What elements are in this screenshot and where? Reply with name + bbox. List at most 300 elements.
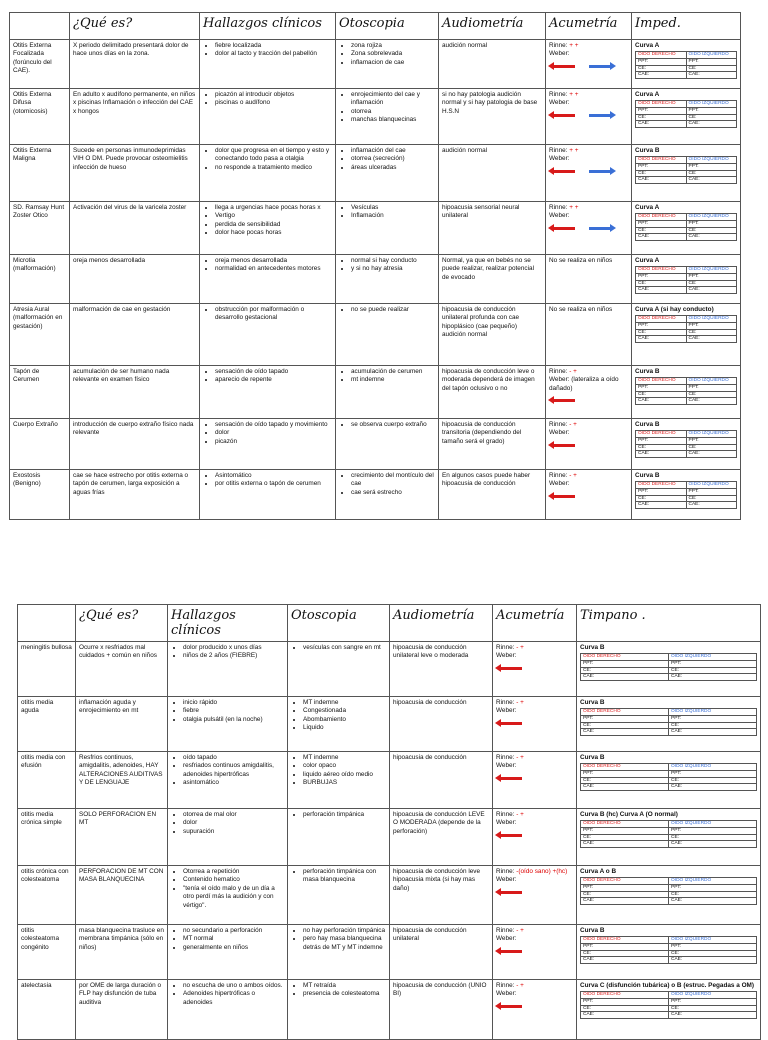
curva-label: Curva C (disfunción tubárica) o B (estruc. Pegadas a OM) <box>580 982 754 989</box>
tympanogram-cell: OIDO IZQUIERDO <box>686 157 737 164</box>
weber-label: Weber: <box>549 480 570 488</box>
hallazgos-cell <box>200 366 336 419</box>
tympanogram-cell: OIDO IZQUIERDO <box>686 431 737 438</box>
tympanogram-cell: OIDO DERECHO <box>581 992 669 999</box>
tympanogram-cell: CAE: <box>686 336 737 343</box>
weber-label: Weber: <box>496 990 517 998</box>
list-item: • MT retraída <box>303 982 386 990</box>
list-item: • y si no hay atresia <box>351 265 435 273</box>
hallazgos-cell <box>168 925 288 980</box>
curva-label: Curva A <box>635 42 660 49</box>
tympanogram-cell: PPT: <box>581 999 669 1006</box>
table-row <box>18 752 761 809</box>
tympanogram-row <box>581 654 757 661</box>
list-item: • Inflamación <box>351 212 435 220</box>
list-item: • Adenoides hipertróficas o adenoides <box>183 990 284 1007</box>
list-item: • acumulación de cerumen <box>351 368 435 376</box>
tympanogram-cell: OIDO DERECHO <box>581 764 669 771</box>
table-row <box>18 980 761 1040</box>
rinne-sign: - + <box>516 754 524 761</box>
tympanogram-cell: CAE: <box>581 957 669 964</box>
table-row <box>10 366 741 419</box>
rinne-sign: -(oído sano) +(hc) <box>516 868 568 875</box>
tympanogram-cell: PPT: <box>669 828 757 835</box>
tympanogram-cell: OIDO IZQUIERDO <box>669 709 757 716</box>
tympanogram-cell: PPT: <box>686 108 737 115</box>
tympanogram-row <box>636 101 737 108</box>
weber-arrows <box>549 170 628 180</box>
tympanogram-cell: PPT: <box>669 771 757 778</box>
list-item: • oreja menos desarrollada <box>215 257 332 265</box>
acumetria-cell <box>493 925 577 980</box>
rinne-sign: - + <box>569 368 577 375</box>
rinne-label: Rinne: <box>549 147 570 154</box>
tympanogram-cell: PPT: <box>636 164 687 171</box>
rinne-label: Rinne: <box>549 368 570 375</box>
list-item: • "tenía el oído malo y de un día a otro perdí más la audición y con vértigo". <box>183 885 284 910</box>
list-item: • Congestionada <box>303 707 386 715</box>
tympanogram-cell: CAE: <box>581 841 669 848</box>
rinne-line <box>496 699 573 707</box>
weber-label: Weber: <box>549 212 570 220</box>
tympanogram-cell: CE: <box>669 1005 757 1012</box>
tympanogram-cell: CE: <box>636 495 687 502</box>
tympanogram-cell: CE: <box>669 891 757 898</box>
rinne-line <box>549 306 628 314</box>
list-item: • otorrea (secreción) <box>351 155 435 163</box>
hallazgos-cell <box>200 202 336 255</box>
hallazgos-cell <box>200 89 336 145</box>
impedancia-cell <box>577 866 761 925</box>
arrow-left-icon <box>553 65 575 68</box>
tympanogram-row <box>581 885 757 892</box>
tympanogram-row <box>636 274 737 281</box>
weber-arrows <box>549 444 628 454</box>
tympanogram-row <box>636 164 737 171</box>
tympanogram-row <box>636 214 737 221</box>
otoscopia-cell <box>336 40 439 89</box>
weber-label: Weber: <box>496 876 517 884</box>
table-row <box>18 642 761 697</box>
tympanogram-cell: PPT: <box>581 944 669 951</box>
tympanogram-row <box>636 329 737 336</box>
tympanogram-grid <box>580 936 757 963</box>
hallazgos-cell <box>200 419 336 470</box>
tympanogram-row <box>636 489 737 496</box>
weber-label: Weber: (lateraliza a oído dañado) <box>549 376 619 392</box>
tympanogram-cell: PPT: <box>669 661 757 668</box>
tympanogram-cell: OIDO DERECHO <box>636 316 687 323</box>
otoscopia-list <box>291 927 386 952</box>
condition-name: otitis media crónica simple <box>18 809 76 866</box>
weber-label: Weber: <box>549 155 570 163</box>
tympanogram-row <box>581 841 757 848</box>
weber-arrows <box>549 65 628 75</box>
tympanogram-cell: PPT: <box>686 274 737 281</box>
tympanogram-cell: OIDO DERECHO <box>636 431 687 438</box>
acumetria-cell <box>493 697 577 752</box>
audiometria-cell: audición normal <box>439 145 546 202</box>
otoscopia-cell <box>288 866 390 925</box>
acumetria-cell <box>546 255 632 304</box>
rinne-sign: + + <box>569 204 579 211</box>
tympanogram-row <box>581 878 757 885</box>
tympanogram-row <box>581 716 757 723</box>
tympanogram-cell: OIDO DERECHO <box>636 101 687 108</box>
rinne-line <box>549 42 628 50</box>
rinne-sign: - + <box>516 699 524 706</box>
list-item: • presencia de colesteatoma <box>303 990 386 998</box>
weber-label: Weber: <box>496 819 517 827</box>
otoscopia-cell <box>336 145 439 202</box>
list-item: • niños de 2 años (FIEBRE) <box>183 652 284 660</box>
otoscopia-list <box>291 811 386 819</box>
tympanogram-grid <box>580 991 757 1018</box>
tympanogram-row <box>636 221 737 228</box>
acumetria-cell <box>546 89 632 145</box>
tympanogram-row <box>636 121 737 128</box>
impedancia-cell <box>577 697 761 752</box>
tympanogram-cell: PPT: <box>686 385 737 392</box>
tympanogram-cell: OIDO IZQUIERDO <box>686 52 737 59</box>
arrow-left-icon <box>500 891 522 894</box>
tympanogram-cell: CAE: <box>636 121 687 128</box>
tympanogram-cell: OIDO IZQUIERDO <box>686 267 737 274</box>
hallazgos-cell <box>200 304 336 366</box>
tympanogram-row <box>636 316 737 323</box>
column-header: Otoscopia <box>336 13 439 40</box>
otoscopia-cell <box>288 642 390 697</box>
tympanogram-cell: CAE: <box>686 234 737 241</box>
tympanogram-grid <box>580 653 757 680</box>
tympanogram-cell: OIDO DERECHO <box>581 709 669 716</box>
curva-label: Curva B <box>580 644 605 651</box>
rinne-sign: - + <box>569 421 577 428</box>
tympanogram-cell: PPT: <box>581 661 669 668</box>
tympanogram-cell: CE: <box>686 495 737 502</box>
otoscopia-list <box>339 421 435 429</box>
list-item: • Contenido hematico <box>183 876 284 884</box>
arrow-right-icon <box>589 114 611 117</box>
tympanogram-cell: CE: <box>581 777 669 784</box>
table-row <box>10 255 741 304</box>
column-header: Audiometría <box>439 13 546 40</box>
list-item: • Liquido <box>303 724 386 732</box>
list-item: • asintomático <box>183 779 284 787</box>
hallazgos-cell <box>168 866 288 925</box>
tympanogram-cell: CE: <box>636 170 687 177</box>
list-item: • fiebre <box>183 707 284 715</box>
column-header <box>18 605 76 642</box>
column-header: Hallazgos clínicos <box>200 13 336 40</box>
arrow-left-icon <box>500 667 522 670</box>
list-item: • dolor <box>183 819 284 827</box>
acumetria-cell <box>493 752 577 809</box>
audiometria-cell: hipoacusia de conducción <box>390 697 493 752</box>
audiometria-cell: hipoacusia de conducción unilateral leve o moderada <box>390 642 493 697</box>
tympanogram-row <box>636 280 737 287</box>
list-item: • dolor hace pocas horas <box>215 229 332 237</box>
rinne-label: No se realiza en niños <box>549 257 613 264</box>
tympanogram-row <box>636 385 737 392</box>
acumetria-cell <box>546 40 632 89</box>
tympanogram-cell: OIDO DERECHO <box>636 214 687 221</box>
otoscopia-cell <box>336 304 439 366</box>
arrow-left-icon <box>553 170 575 173</box>
list-item: • Abombamiento <box>303 716 386 724</box>
tympanogram-cell: CE: <box>636 329 687 336</box>
column-header: Audiometría <box>390 605 493 642</box>
tympanogram-cell: PPT: <box>636 385 687 392</box>
hallazgos-cell <box>168 752 288 809</box>
otoscopia-cell <box>288 809 390 866</box>
list-item: • crecimiento del montículo del cae <box>351 472 435 489</box>
acumetria-cell <box>493 809 577 866</box>
hallazgos-list <box>203 91 332 108</box>
list-item: • picazón al introducir objetos <box>215 91 332 99</box>
list-item: • enrojecimiento del cae y inflamación <box>351 91 435 108</box>
hallazgos-cell <box>200 470 336 520</box>
tympanogram-cell: CAE: <box>669 898 757 905</box>
tympanogram-cell: CAE: <box>669 674 757 681</box>
tympanogram-cell: CE: <box>581 891 669 898</box>
tympanogram-cell: OIDO IZQUIERDO <box>669 992 757 999</box>
list-item: • supuración <box>183 828 284 836</box>
curva-label: Curva B <box>580 699 605 706</box>
curva-label: Curva B <box>635 147 660 154</box>
rinne-label: No se realiza en niños <box>549 306 613 313</box>
acumetria-cell <box>493 642 577 697</box>
tympanogram-cell: CE: <box>669 950 757 957</box>
acumetria-cell <box>493 980 577 1040</box>
hallazgos-list <box>203 306 332 323</box>
list-item: • pero hay masa blanquecina detrás de MT y MT indemne <box>303 935 386 952</box>
curva-label: Curva A o B <box>580 868 617 875</box>
curva-label: Curva B (hc) Curva A (O normal) <box>580 811 678 818</box>
table-row <box>18 866 761 925</box>
list-item: • normalidad en antecedentes motores <box>215 265 332 273</box>
que-es-cell: Ocurre x resfriados mal cuidados + común en niños <box>76 642 168 697</box>
otoscopia-list <box>291 982 386 999</box>
tympanogram-cell: CE: <box>636 114 687 121</box>
tympanogram-row <box>636 227 737 234</box>
list-item: • no secundario a perforación <box>183 927 284 935</box>
tympanogram-cell: PPT: <box>669 999 757 1006</box>
audiometria-cell: Normal, ya que en bebés no se puede realizar, realizar potencial de evocado <box>439 255 546 304</box>
arrow-left-icon <box>500 722 522 725</box>
tympanogram-cell: PPT: <box>686 323 737 330</box>
rinne-line <box>549 257 628 265</box>
tympanogram-cell: CAE: <box>636 336 687 343</box>
tympanogram-cell: OIDO DERECHO <box>581 821 669 828</box>
tympanogram-cell: OIDO IZQUIERDO <box>686 214 737 221</box>
impedancia-cell <box>632 470 741 520</box>
list-item: • dolor <box>215 429 332 437</box>
curva-label: Curva B <box>635 368 660 375</box>
condition-name: Otitis Externa Focalizada (forúnculo del CAE). <box>10 40 70 89</box>
audiometria-cell: hipoacusia de conducción transitoria (dependiendo del tamaño será el grado) <box>439 419 546 470</box>
impedancia-cell <box>632 419 741 470</box>
table-row <box>10 470 741 520</box>
tympanogram-cell: CAE: <box>636 177 687 184</box>
rinne-line <box>549 368 628 376</box>
tympanogram-cell: OIDO DERECHO <box>636 267 687 274</box>
otoscopia-list <box>339 472 435 497</box>
rinne-sign: + + <box>569 42 579 49</box>
tympanogram-cell: OIDO IZQUIERDO <box>669 937 757 944</box>
tympanogram-row <box>636 108 737 115</box>
weber-label: Weber: <box>549 429 570 437</box>
list-item: • no se puede realizar <box>351 306 435 314</box>
curva-label: Curva A <box>635 91 660 98</box>
tympanogram-grid <box>580 820 757 847</box>
list-item: • sensación de oído tapado y movimiento <box>215 421 332 429</box>
list-item: • MT indemne <box>303 754 386 762</box>
weber-arrows <box>496 891 573 901</box>
rinne-label: Rinne: <box>496 644 517 651</box>
list-item: • picazón <box>215 438 332 446</box>
table-row <box>10 145 741 202</box>
weber-arrows <box>496 1005 573 1015</box>
condition-name: otitis crónica con colesteatoma <box>18 866 76 925</box>
column-header <box>10 13 70 40</box>
tympanogram-row <box>581 834 757 841</box>
tympanogram-cell: CE: <box>686 65 737 72</box>
audiometria-cell: hipoacusia de conducción unilateral profunda con cae hipoplásico (cae pequeño) audición normal <box>439 304 546 366</box>
tympanogram-cell: OIDO IZQUIERDO <box>686 316 737 323</box>
tympanogram-cell: PPT: <box>581 716 669 723</box>
hallazgos-list <box>203 368 332 385</box>
acumetria-cell <box>546 366 632 419</box>
tympanogram-cell: CAE: <box>636 451 687 458</box>
weber-arrows <box>549 227 628 237</box>
tympanogram-row <box>636 398 737 405</box>
hallazgos-list <box>203 147 332 172</box>
condition-name: meningitis bullosa <box>18 642 76 697</box>
column-header: Hallazgos clínicos <box>168 605 288 642</box>
list-item: • perdida de sensibilidad <box>215 221 332 229</box>
tympanogram-row <box>636 177 737 184</box>
tympanogram-row <box>636 431 737 438</box>
impedancia-cell <box>577 642 761 697</box>
tympanogram-row <box>581 667 757 674</box>
hallazgos-list <box>203 257 332 274</box>
hallazgos-list <box>171 927 284 952</box>
tympanogram-row <box>581 992 757 999</box>
hallazgos-list <box>203 472 332 489</box>
tympanogram-grid <box>580 708 757 735</box>
rinne-sign: - + <box>516 927 524 934</box>
tympanogram-grid <box>635 266 737 293</box>
otoscopia-list <box>339 257 435 274</box>
rinne-line <box>549 147 628 155</box>
rinne-label: Rinne: <box>549 204 570 211</box>
tympanogram-cell: OIDO DERECHO <box>636 52 687 59</box>
otoscopia-list <box>339 42 435 67</box>
tympanogram-cell: CAE: <box>686 502 737 509</box>
table-row <box>10 89 741 145</box>
arrow-left-icon <box>553 495 575 498</box>
otoscopia-list <box>339 204 435 221</box>
tympanogram-row <box>581 828 757 835</box>
audiometria-cell: hipoacusia de conducción (UNIO BI) <box>390 980 493 1040</box>
list-item: • llega a urgencias hace pocas horas x <box>215 204 332 212</box>
column-header: Otoscopia <box>288 605 390 642</box>
tympanogram-cell: CE: <box>581 834 669 841</box>
table-row <box>10 304 741 366</box>
tympanogram-row <box>636 323 737 330</box>
list-item: • zona rojiza <box>351 42 435 50</box>
tympanogram-row <box>636 72 737 79</box>
list-item: • no responde a tratamiento medico <box>215 164 332 172</box>
arrow-left-icon <box>553 399 575 402</box>
rinne-sign: + + <box>569 91 579 98</box>
tympanogram-cell: OIDO IZQUIERDO <box>669 764 757 771</box>
weber-arrows <box>549 399 628 409</box>
tympanogram-row <box>636 391 737 398</box>
tympanogram-row <box>581 674 757 681</box>
hallazgos-cell <box>168 809 288 866</box>
tympanogram-row <box>636 170 737 177</box>
list-item: • oído tapado <box>183 754 284 762</box>
tympanogram-row <box>581 944 757 951</box>
weber-arrows <box>496 777 573 787</box>
tympanogram-grid <box>635 430 737 457</box>
tympanogram-cell: CAE: <box>636 502 687 509</box>
weber-label: Weber: <box>496 652 517 660</box>
tympanogram-cell: OIDO IZQUIERDO <box>669 654 757 661</box>
tympanogram-cell: CE: <box>669 722 757 729</box>
list-item: • obstrucción por malformación o desarrollo gestacional <box>215 306 332 323</box>
rinne-label: Rinne: <box>496 927 517 934</box>
tympanogram-cell: PPT: <box>669 885 757 892</box>
table-row <box>10 419 741 470</box>
rinne-label: Rinne: <box>549 472 570 479</box>
tympanogram-row <box>636 438 737 445</box>
list-item: • por otitis externa o tapón de cerumen <box>215 480 332 488</box>
tympanogram-cell: CE: <box>636 65 687 72</box>
condition-name: Microtia (malformación) <box>10 255 70 304</box>
tympanogram-cell: CAE: <box>581 784 669 791</box>
curva-label: Curva B <box>635 472 660 479</box>
que-es-cell: por OME de larga duración o FLP hay disfunción de tuba auditiva <box>76 980 168 1040</box>
hallazgos-list <box>171 699 284 724</box>
impedancia-cell <box>632 304 741 366</box>
rinne-label: Rinne: <box>549 91 570 98</box>
tympanogram-row <box>636 495 737 502</box>
tympanogram-cell: PPT: <box>636 221 687 228</box>
rinne-line <box>549 472 628 480</box>
tympanogram-cell: PPT: <box>636 108 687 115</box>
list-item: • perforación timpánica <box>303 811 386 819</box>
rinne-line <box>496 754 573 762</box>
tympanogram-row <box>581 937 757 944</box>
list-item: • otorrea de mal olor <box>183 811 284 819</box>
tympanogram-cell: CE: <box>636 391 687 398</box>
tympanogram-cell: OIDO IZQUIERDO <box>669 878 757 885</box>
otitis-media-table <box>17 604 761 1040</box>
tympanogram-cell: PPT: <box>636 438 687 445</box>
rinne-label: Rinne: <box>496 982 517 989</box>
list-item: • generalmente en niños <box>183 944 284 952</box>
tympanogram-row <box>636 234 737 241</box>
weber-arrows <box>496 722 573 732</box>
rinne-label: Rinne: <box>549 42 570 49</box>
tympanogram-cell: CAE: <box>686 451 737 458</box>
que-es-cell: X periodo delimitado presentará dolor de hace unos días en la zona. <box>70 40 200 89</box>
list-item: • aparecio de repente <box>215 376 332 384</box>
tympanogram-grid <box>635 156 737 183</box>
